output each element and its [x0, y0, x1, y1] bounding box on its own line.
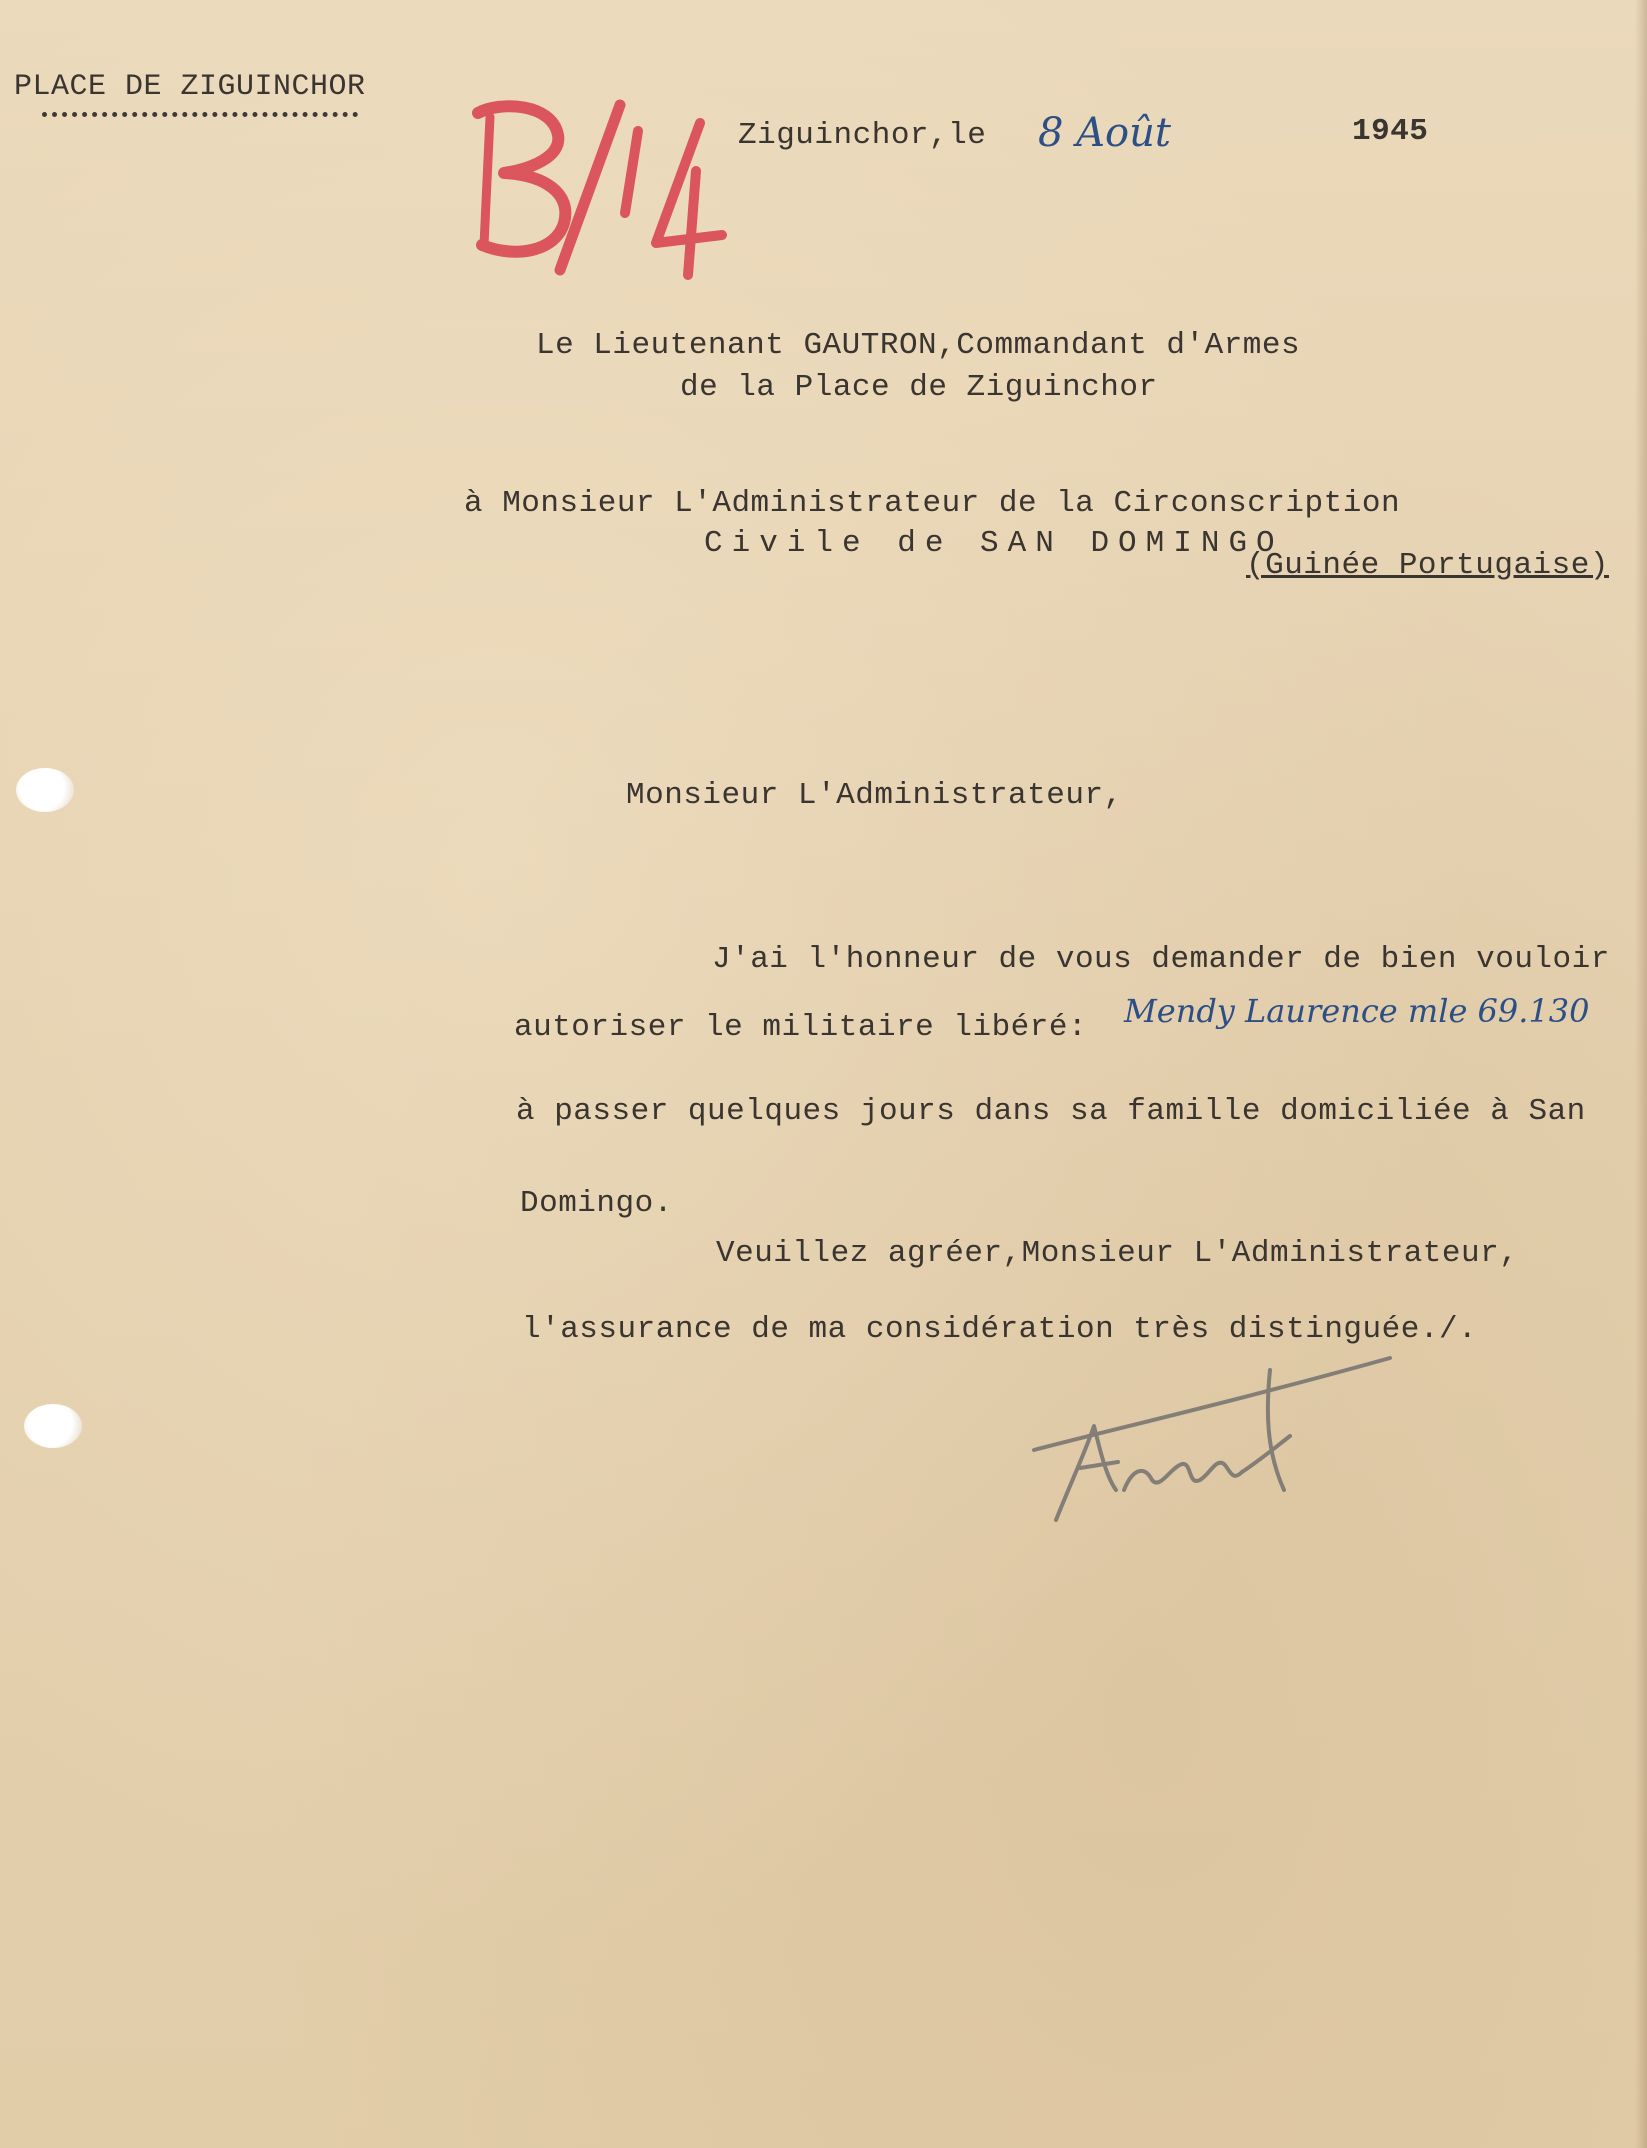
closing-line-2: l'assurance de ma considération très distinguée./. — [522, 1312, 1478, 1347]
date-year: 1945 — [1352, 114, 1429, 149]
body-line-3: à passer quelques jours dans sa famille domiciliée à San — [516, 1094, 1586, 1129]
recipient-line-2: Civile de SAN DOMINGO — [704, 526, 1284, 561]
sender-line-2: de la Place de Ziguinchor — [680, 370, 1158, 405]
closing-line-1: Veuillez agréer,Monsieur L'Administrateur, — [716, 1236, 1519, 1271]
salutation: Monsieur L'Administrateur, — [626, 778, 1123, 813]
handwritten-soldier-name: Mendy Laurence mle 69.130 — [1124, 992, 1590, 1030]
paper-edge — [1635, 0, 1647, 2148]
place-header: PLACE DE ZIGUINCHOR — [14, 70, 366, 104]
recipient-line-3: (Guinée Portugaise) — [1246, 548, 1609, 583]
date-prefix: Ziguinchor,le — [738, 118, 987, 153]
body-line-1: J'ai l'honneur de vous demander de bien vouloir — [712, 942, 1610, 977]
recipient-line-1: à Monsieur L'Administrateur de la Circonscription — [464, 486, 1401, 521]
punch-hole — [24, 1404, 82, 1448]
body-line-4: Domingo. — [520, 1186, 673, 1221]
header-rule — [42, 112, 358, 117]
punch-hole — [16, 768, 74, 812]
sender-line-1: Le Lieutenant GAUTRON,Commandant d'Armes — [536, 328, 1301, 363]
red-reference-mark — [460, 95, 740, 285]
pencil-signature — [1020, 1340, 1400, 1540]
body-line-2: autoriser le militaire libéré: — [514, 1010, 1088, 1045]
handwritten-date: 8 Août — [1038, 110, 1171, 156]
